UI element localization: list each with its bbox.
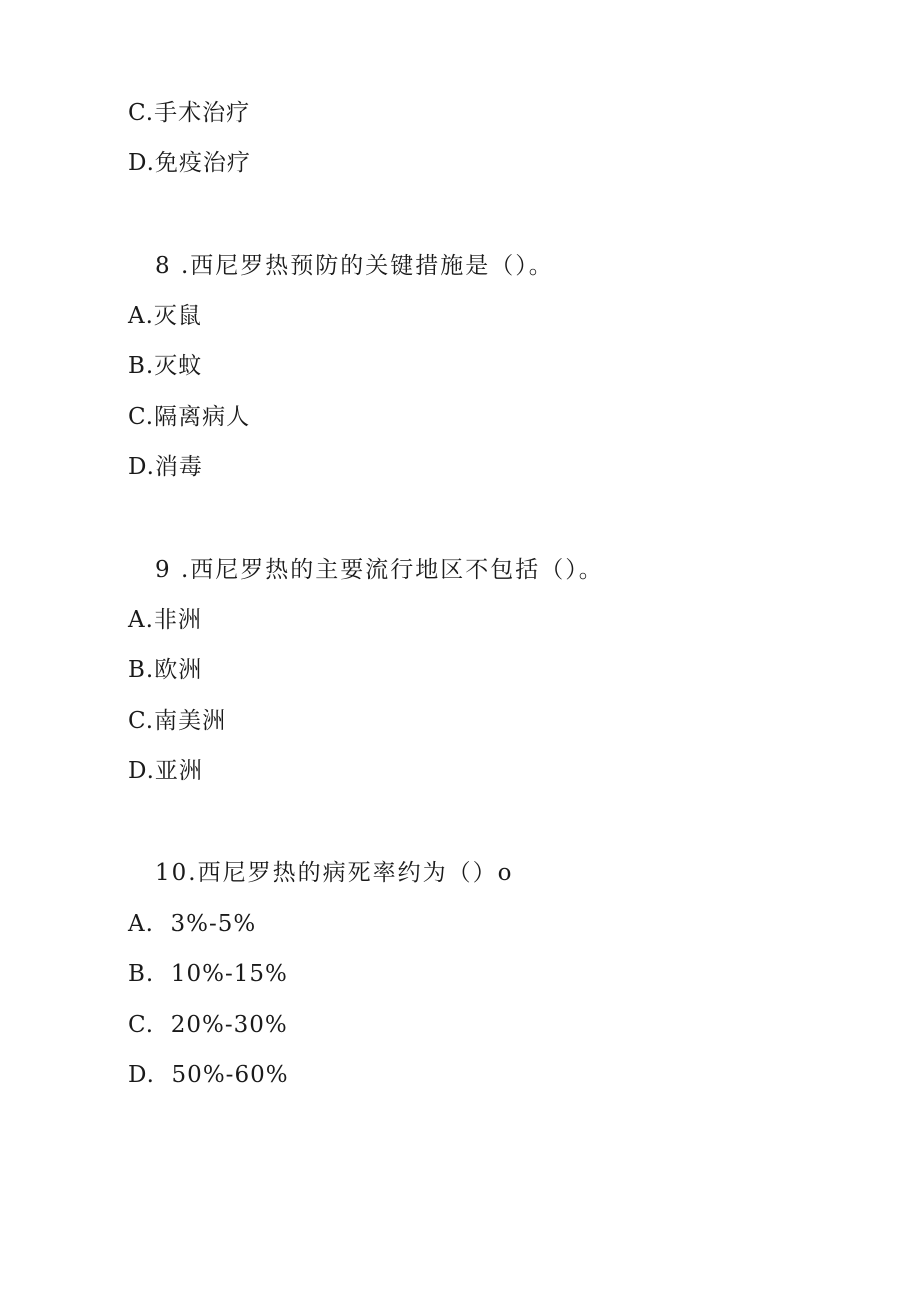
question-8-stem: 8 .西尼罗热预防的关键措施是（）。	[155, 253, 554, 279]
question-10-option-d: D. 50%-60%	[128, 1062, 289, 1088]
question-9-option-d: D.亚洲	[128, 758, 203, 784]
question-8-option-a: A.灭鼠	[128, 303, 202, 329]
question-9-stem: 9 .西尼罗热的主要流行地区不包括（）。	[155, 557, 604, 583]
option-c-prev: C.手术治疗	[128, 100, 251, 126]
question-8-option-d: D.消毒	[128, 454, 203, 480]
question-8-option-b: B.灭蚊	[128, 353, 203, 379]
question-10-option-a: A. 3%-5%	[128, 911, 257, 937]
question-10-stem: 10.西尼罗热的病死率约为（）o	[155, 860, 514, 886]
question-9-option-a: A.非洲	[128, 607, 202, 633]
option-d-prev: D.免疫治疗	[128, 150, 251, 176]
question-10-option-b: B. 10%-15%	[128, 961, 288, 987]
question-9-option-c: C.南美洲	[128, 708, 227, 734]
question-10-option-c: C. 20%-30%	[128, 1012, 288, 1038]
question-8-option-c: C.隔离病人	[128, 404, 251, 430]
question-9-option-b: B.欧洲	[128, 657, 203, 683]
